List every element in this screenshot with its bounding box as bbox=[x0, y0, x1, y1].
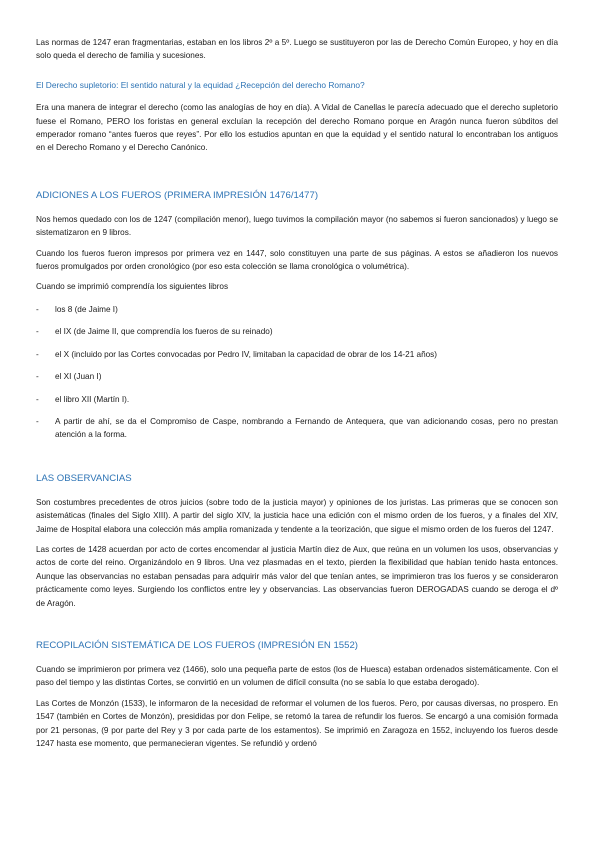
recopilacion-paragraph-1: Cuando se imprimieron por primera vez (1466), solo una pequeña parte de estos (los de Huesca) estaban ordenados sistemáticamente. Con el paso del tiempo y las distintas Cortes, se convirtió en un volumen de difícil consulta (no se sabía lo que estaba derogado). bbox=[36, 664, 558, 688]
supletorio-paragraph: Era una manera de integrar el derecho (como las analogías de hoy en día). A Vidal de Canellas le parecía adecuado que el derecho supletorio fuese el Romano, PERO los foristas en general excluían la recepción del derecho Romano porque en Aragón nunca fueron súbditos del emperador romano “antes fueros que reyes”. Por ello los estudios apuntan en que la equidad y el sentido natural lo encontraban los antiguos en el Derecho Romano y el Derecho Canónico. bbox=[36, 103, 558, 153]
adiciones-section bbox=[36, 189, 558, 442]
dash-bullet: - bbox=[36, 372, 39, 382]
dash-bullet: - bbox=[36, 349, 39, 359]
adiciones-paragraph-1: Nos hemos quedado con los de 1247 (compilación menor), luego tuvimos la compilación mayor (no sabemos si fueron sancionados) y luego se sistematizaron en 9 libros. bbox=[36, 214, 558, 238]
dash-bullet: - bbox=[36, 327, 39, 337]
recopilacion-section bbox=[36, 639, 558, 750]
list-item: - el X (incluido por las Cortes convocadas por Pedro IV, limitaban la capacidad de obrar de los 14-21 años) bbox=[36, 348, 558, 361]
list-item: - el IX (de Jaime II, que comprendía los fueros de su reinado) bbox=[36, 325, 558, 338]
adiciones-heading: ADICIONES A LOS FUEROS (PRIMERA IMPRESIÓN 1476/1477) bbox=[36, 189, 319, 201]
observancias-paragraph-1: Son costumbres precedentes de otros juicios (sobre todo de la justicia mayor) y opiniones de los juristas. Las primeras que se conocen son asistemáticas (finales del Siglo XIII). A partir del siglo XIV, la justicia hace una edición con el mismo orden de los fueros, y a finales del XIV, Jaime de Hospital elabora una colección más amplia romanizada y tendente a la teorización, que sigue el mismo orden de los fueros del 1247. bbox=[36, 497, 558, 534]
dash-bullet: - bbox=[36, 304, 39, 314]
list-item: - el XI (Juan I) bbox=[36, 370, 558, 383]
adiciones-paragraph-3: Cuando se imprimió comprendía los siguientes libros bbox=[36, 282, 229, 292]
recopilacion-paragraph-2: Las Cortes de Monzón (1533), le informaron de la necesidad de reformar el volumen de los fueros. Pero, por causas diversas, no prospero. En 1547 (también en Cortes de Monzón), presididas por don Felipe, se retomó la tarea de refundir los fueros. Se encargó a una comisión formada por 21 personas, (9 por parte del Rey y 3 por cada parte de los estamentos). Se imprimió en Zaragoza en 1552, incluyendo los fueros desde 1247 hasta ese momento, que permanecieran vigentes. Se refundió y ordenó bbox=[36, 698, 558, 748]
libros-list bbox=[36, 303, 558, 442]
dash-bullet: - bbox=[36, 416, 39, 426]
list-item: - los 8 (de Jaime I) bbox=[36, 303, 558, 316]
observancias-heading: LAS OBSERVANCIAS bbox=[36, 472, 132, 484]
observancias-paragraph-2: Las cortes de 1428 acuerdan por acto de cortes encomendar al justicia Martín diez de Aux, que reúna en un volumen los usos, observancias y actos de corte del reino. Organizándolo en 9 libros. Una vez plasmadas en el texto, pierden la flexibilidad que habían tenido hasta entonces. Aunque las observancias no estaban pensadas para adquirir más valor del que tenían antes, se imprimieron tras los fueros y se consideraron prácticamente como leyes. Surgiendo los conflictos entre ley y observancias. Las observancias fueron DEROGADAS cuando se deroga el dº de Aragón. bbox=[36, 544, 558, 608]
list-item: - el libro XII (Martín I). bbox=[36, 393, 558, 406]
adiciones-paragraph-2: Cuando los fueros fueron impresos por primera vez en 1447, solo constituyen una parte de sus páginas. A estos se añadieron los nuevos fueros promulgados por orden cronológico (por eso esta colección se llama cronológica o volumétrica). bbox=[36, 248, 558, 272]
dash-bullet: - bbox=[36, 394, 39, 404]
observancias-section bbox=[36, 472, 558, 610]
recopilacion-heading: RECOPILACIÓN SISTEMÁTICA DE LOS FUEROS (IMPRESIÓN EN 1552) bbox=[36, 639, 358, 651]
supletorio-heading: El Derecho supletorio: El sentido natural y la equidad ¿Recepción del derecho Romano? bbox=[36, 79, 365, 90]
list-item: - A partir de ahí, se da el Compromiso de Caspe, nombrando a Fernando de Antequera, que van adicionando cosas, pero no prestan atención a la forma. bbox=[36, 416, 558, 440]
intro-paragraph: Las normas de 1247 eran fragmentarias, estaban en los libros 2º a 5º. Luego se sustituyeron por las de Derecho Común Europeo, y hoy en día solo queda el derecho de familia y sucesiones. bbox=[36, 38, 558, 61]
